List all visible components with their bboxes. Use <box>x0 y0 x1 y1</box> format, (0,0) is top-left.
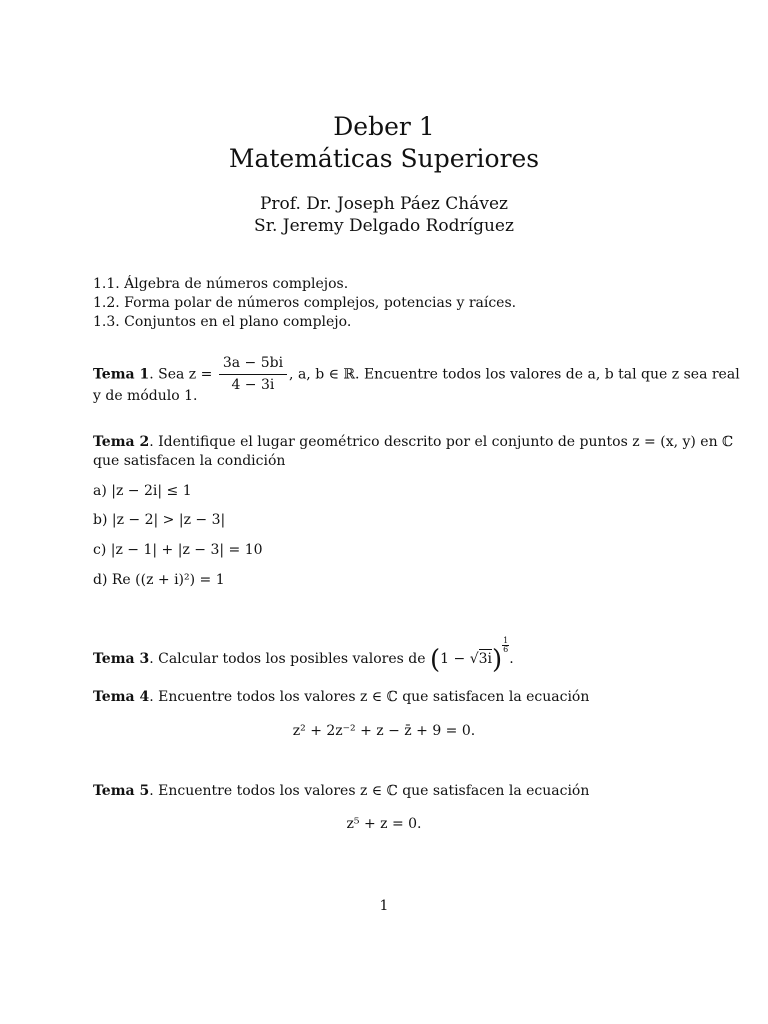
tema1-label: Tema 1 <box>93 366 150 383</box>
document-subtitle: Matemáticas Superiores <box>228 144 540 173</box>
tema2-item-a: a) |z − 2i| ≤ 1 <box>93 483 192 499</box>
page-number: 1 <box>379 898 389 914</box>
tema4-label: Tema 4 <box>93 689 150 705</box>
topic-item: 1.2. Forma polar de números complejos, potencias y raíces. <box>93 295 517 311</box>
author-assistant: Sr. Jeremy Delgado Rodríguez <box>254 216 514 236</box>
tema3-line: Tema 3. Calcular todos los posibles valores de (1 − √3i) $\frac{1}{6}$ . <box>93 636 514 675</box>
tema5-line: Tema 5. Encuentre todos los valores z ∈ ℂ que satisfacen la ecuación <box>93 783 590 799</box>
topic-item: 1.1. Álgebra de números complejos. <box>93 276 349 292</box>
tema2-item-c: c) |z − 1| + |z − 3| = 10 <box>93 542 263 558</box>
tema2-item-d: d) Re ((z + i)²) = 1 <box>93 572 225 588</box>
tema2-line1: Tema 2. Identifique el lugar geométrico descrito por el conjunto de puntos z = (x, y) en ℂ <box>93 434 734 450</box>
tema1-line1: Tema 1. Sea z = $\frac{3a - 5bi}{4 - 3i}$ , a, b ∈ ℝ. Encuentre todos los valores de a, b tal que z sea real <box>93 355 740 393</box>
author-professor: Prof. Dr. Joseph Páez Chávez <box>259 194 508 214</box>
tema5-equation: z⁵ + z = 0. <box>346 816 422 832</box>
tema2-line2: que satisfacen la condición <box>93 453 286 469</box>
tema2-label: Tema 2 <box>93 434 150 450</box>
tema4-line: Tema 4. Encuentre todos los valores z ∈ ℂ que satisfacen la ecuación <box>93 689 590 705</box>
tema3-exponent: $\frac{1}{6}$ <box>503 636 509 654</box>
tema2-item-b: b) |z − 2| > |z − 3| <box>93 512 226 528</box>
tema3-label: Tema 3 <box>93 651 150 667</box>
tema5-label: Tema 5 <box>93 783 150 799</box>
document-title: Deber 1 <box>333 112 435 141</box>
tema1-line2: y de módulo 1. <box>93 388 198 404</box>
topic-item: 1.3. Conjuntos en el plano complejo. <box>93 314 352 330</box>
tema3-sqrt: 3i <box>478 651 492 667</box>
tema1-fraction: $\frac{3a - 5bi}{4 - 3i}$ <box>219 354 287 395</box>
tema4-equation: z² + 2z⁻² + z − z̄ + 9 = 0. <box>292 723 476 739</box>
